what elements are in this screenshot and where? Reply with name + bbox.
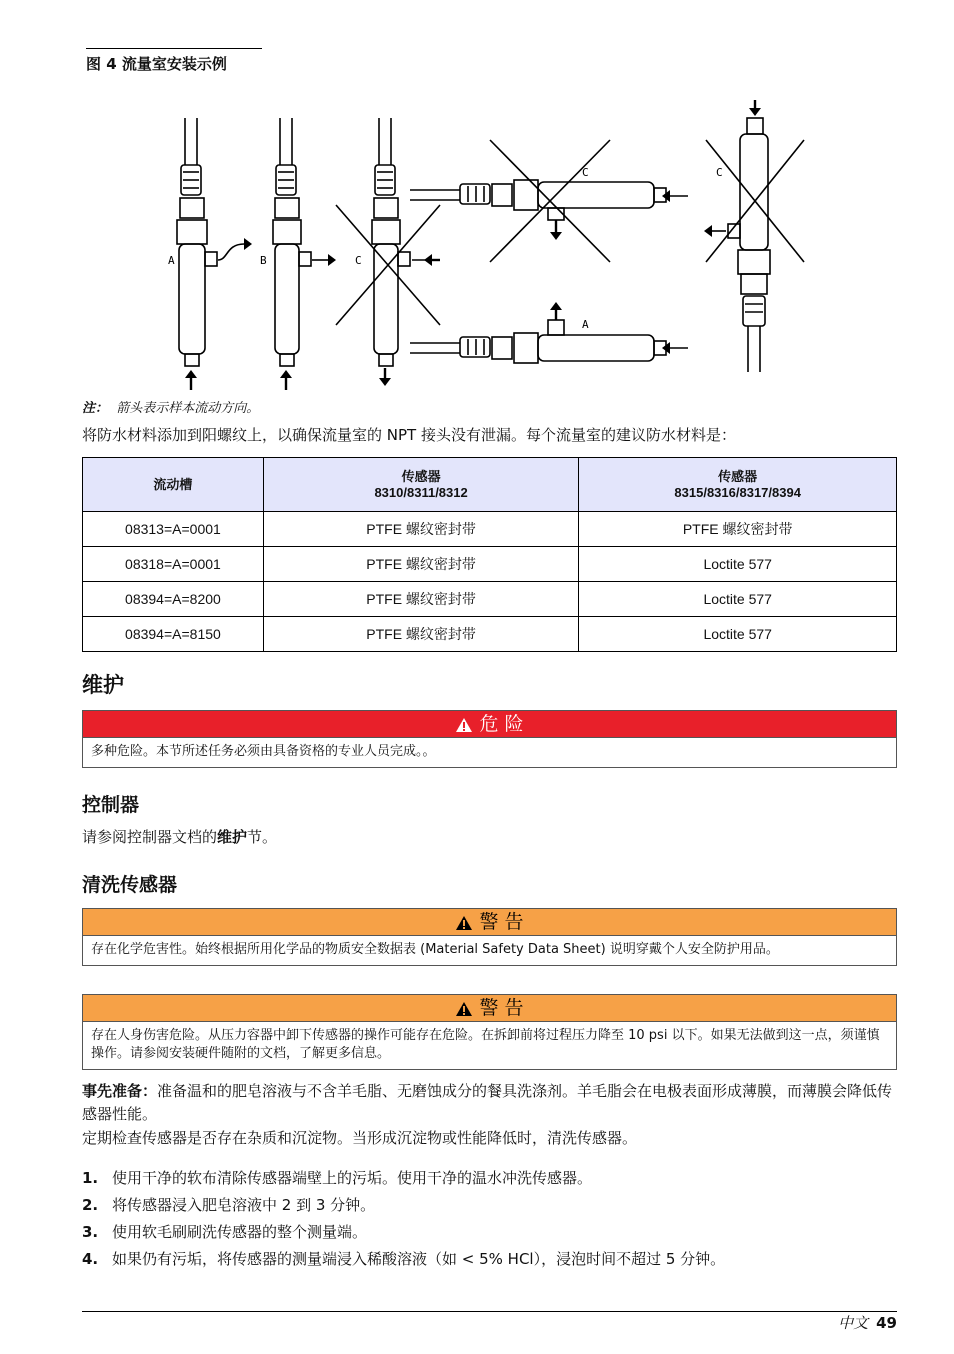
table-cell: 08313=A=0001: [83, 512, 264, 547]
label-b: B: [260, 254, 267, 267]
table-cell: Loctite 577: [579, 582, 897, 617]
table-header-row: [83, 458, 897, 512]
warning-triangle-icon: [455, 1001, 473, 1017]
warning-title: 警 告: [479, 911, 524, 933]
section-title-maintenance: 维护: [82, 673, 124, 697]
cleaning-steps: [82, 1167, 897, 1275]
warning-box-chemical: [82, 908, 897, 966]
warning-text: 存在人身伤害危险。从压力容器中卸下传感器的操作可能存在危险。在拆卸前将过程压力降至 10 psi 以下。如果无法做到这一点，须谨慎操作。请参阅安装硬件随附的文档，了解更多信息。: [91, 1028, 880, 1061]
note-label: 注：: [82, 401, 109, 416]
danger-box: [82, 710, 897, 768]
inspection-paragraph: 定期检查传感器是否存在杂质和沉淀物。当形成沉淀物或性能降低时，清洗传感器。: [82, 1129, 638, 1147]
table-header: 传感器 8315/8316/8317/8394: [579, 458, 897, 512]
intro-paragraph: 将防水材料添加到阳螺纹上，以确保流量室的 NPT 接头没有泄漏。每个流量室的建议防水材料是：: [82, 426, 736, 444]
controller-paragraph: 请参阅控制器文档的维护节。: [82, 828, 278, 846]
label-c: C: [355, 254, 362, 267]
label-c-2: C: [582, 166, 589, 179]
list-item: 3. 使用软毛刷刷洗传感器的整个测量端。: [82, 1223, 368, 1241]
table-cell: PTFE 螺纹密封带: [263, 617, 579, 652]
prerequisite-label: 事先准备：: [82, 1082, 158, 1100]
warning-triangle-icon: [455, 915, 473, 931]
footer-divider: [82, 1311, 897, 1312]
label-c-3: C: [716, 166, 723, 179]
danger-title: 危 险: [479, 713, 524, 735]
warning-header: [83, 995, 896, 1022]
table-cell: 08394=A=8200: [83, 582, 264, 617]
list-item: 4. 如果仍有污垢，将传感器的测量端浸入稀酸溶液（如 < 5% HCl），浸泡时间不超过 5 分钟。: [82, 1250, 726, 1268]
table-cell: PTFE 螺纹密封带: [579, 512, 897, 547]
prerequisite-paragraph: [82, 1080, 897, 1126]
table-cell: 08394=A=8150: [83, 617, 264, 652]
section-title-controller: 控制器: [82, 794, 140, 816]
table-row: [83, 547, 897, 582]
label-a-2: A: [582, 318, 589, 331]
footer-language: 中文: [838, 1314, 869, 1332]
table-cell: PTFE 螺纹密封带: [263, 512, 579, 547]
danger-text: 多种危险。本节所述任务必须由具备资格的专业人员完成。。: [91, 744, 436, 759]
table-cell: Loctite 577: [579, 617, 897, 652]
warning-text: 存在化学危害性。始终根据所用化学品的物质安全数据表 (Material Safety Data Sheet) 说明穿戴个人安全防护用品。: [91, 942, 779, 957]
warning-box-pressure: [82, 994, 897, 1070]
table-row: [83, 617, 897, 652]
figure-note: [82, 397, 259, 416]
table-cell: PTFE 螺纹密封带: [263, 547, 579, 582]
list-item: 2. 将传感器浸入肥皂溶液中 2 到 3 分钟。: [82, 1196, 376, 1214]
list-item: 1. 使用干净的软布清除传感器端壁上的污垢。使用干净的温水冲洗传感器。: [82, 1169, 593, 1187]
table-header: 传感器 8310/8311/8312: [263, 458, 579, 512]
page-footer: [838, 1312, 897, 1333]
flow-chamber-figure: [150, 95, 820, 395]
warning-title: 警 告: [479, 997, 524, 1019]
label-a: A: [168, 254, 175, 267]
maintenance-link: 维护: [217, 828, 248, 846]
warning-triangle-icon: [455, 717, 473, 733]
table-row: [83, 582, 897, 617]
figure-caption: 图 4 流量室安装示例: [86, 48, 262, 74]
table-header: 流动槽: [83, 458, 264, 512]
danger-header: [83, 711, 896, 738]
prerequisite-text: 准备温和的肥皂溶液与不含羊毛脂、无磨蚀成分的餐具洗涤剂。羊毛脂会在电极表面形成薄膜，而薄膜会降低传感器性能。: [82, 1082, 893, 1123]
table-cell: PTFE 螺纹密封带: [263, 582, 579, 617]
warning-header: [83, 909, 896, 936]
table-cell: Loctite 577: [579, 547, 897, 582]
page-number: 49: [876, 1314, 897, 1332]
sealant-table: [82, 457, 897, 652]
table-row: [83, 512, 897, 547]
table-cell: 08318=A=0001: [83, 547, 264, 582]
note-text: 箭头表示样本流动方向。: [116, 401, 260, 416]
section-title-clean-sensor: 清洗传感器: [82, 874, 178, 896]
